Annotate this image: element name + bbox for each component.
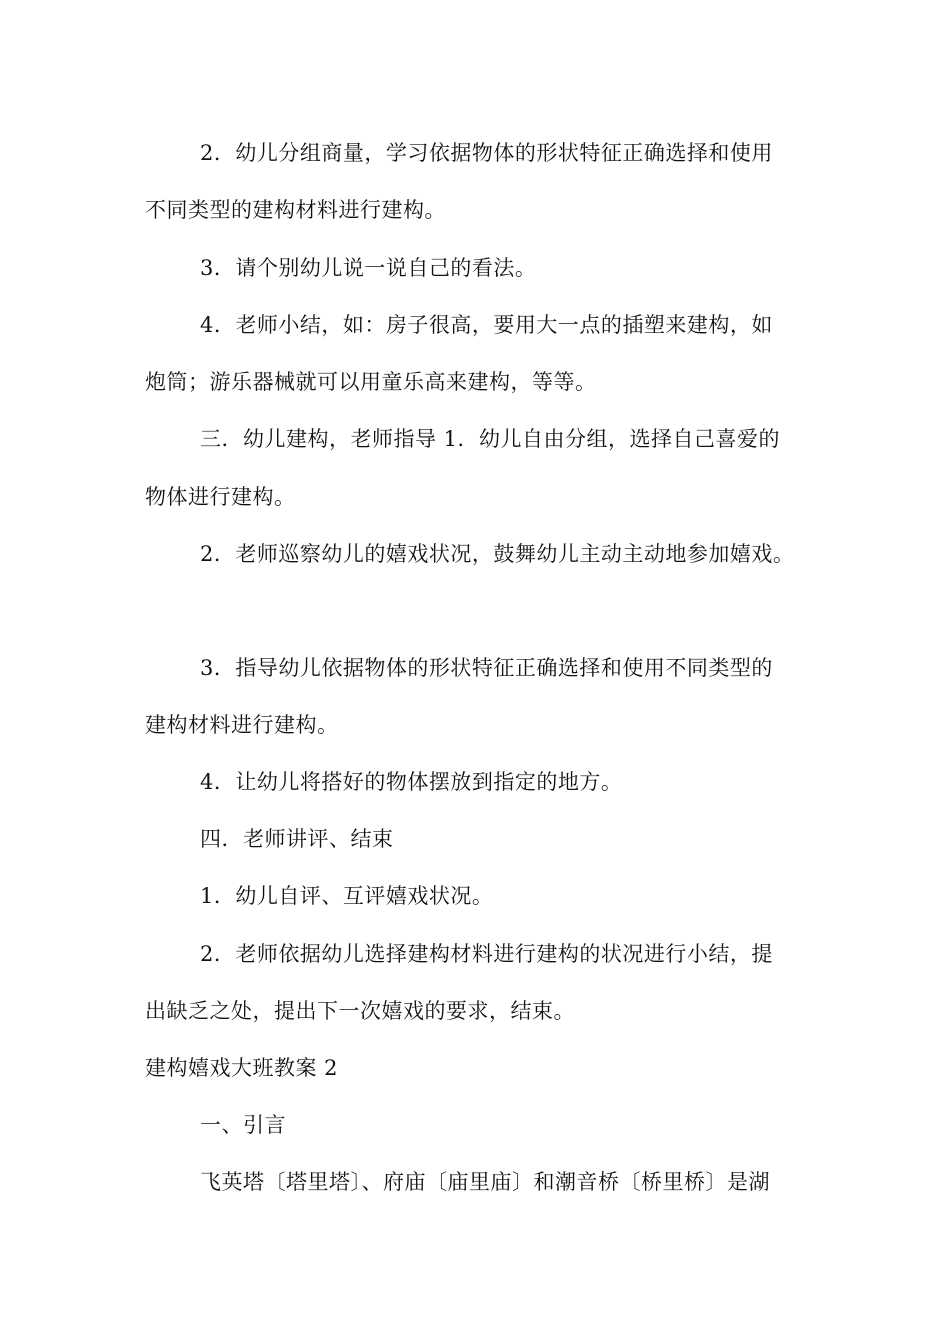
paragraph-line: 4．让幼儿将搭好的物体摆放到指定的地方。 xyxy=(200,770,623,794)
paragraph-line: 不同类型的建构材料进行建构。 xyxy=(145,198,446,222)
paragraph-line: 1．幼儿自评、互评嬉戏状况。 xyxy=(200,884,494,908)
section-heading: 建构嬉戏大班教案 2 xyxy=(145,1056,339,1080)
paragraph-line: 4．老师小结，如：房子很高，要用大一点的插塑来建构，如 xyxy=(200,313,773,337)
paragraph-line: 物体进行建构。 xyxy=(145,485,296,509)
paragraph-line: 2．老师依据幼儿选择建构材料进行建构的状况进行小结，提 xyxy=(200,942,773,966)
paragraph-line: 出缺乏之处，提出下一次嬉戏的要求，结束。 xyxy=(145,999,575,1023)
paragraph-line: 2．幼儿分组商量，学习依据物体的形状特征正确选择和使用 xyxy=(200,141,773,165)
paragraph-line: 建构材料进行建构。 xyxy=(145,713,339,737)
paragraph-line: 飞英塔〔塔里塔〕、府庙〔庙里庙〕和潮音桥〔桥里桥〕是湖 xyxy=(200,1170,770,1194)
paragraph-line: 3．请个别幼儿说一说自己的看法。 xyxy=(200,256,537,280)
paragraph-line: 3．指导幼儿依据物体的形状特征正确选择和使用不同类型的 xyxy=(200,656,773,680)
paragraph-line: 2．老师巡察幼儿的嬉戏状况，鼓舞幼儿主动主动地参加嬉戏。 xyxy=(200,542,795,566)
paragraph-line: 一、引言 xyxy=(200,1113,286,1137)
paragraph-line: 四．老师讲评、结束 xyxy=(200,827,394,851)
paragraph-line: 炮筒；游乐器械就可以用童乐高来建构，等等。 xyxy=(145,370,597,394)
paragraph-line: 三．幼儿建构，老师指导 1．幼儿自由分组，选择自己喜爱的 xyxy=(200,427,781,451)
